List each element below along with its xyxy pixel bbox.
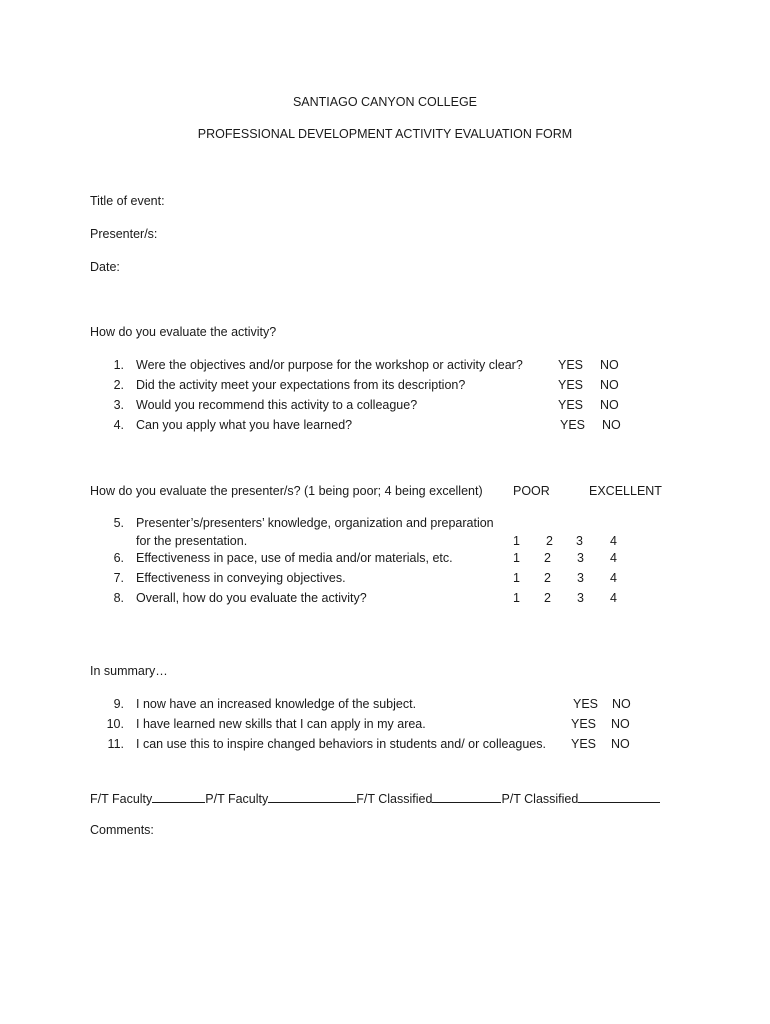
- pt-faculty-blank[interactable]: [268, 790, 356, 803]
- rating-1[interactable]: 1: [513, 591, 520, 605]
- no-option[interactable]: NO: [612, 697, 631, 711]
- item-text: Presenter’s/presenters’ knowledge, organization and preparation: [136, 516, 494, 530]
- no-option[interactable]: NO: [600, 358, 619, 372]
- presenter-label: Presenter/s:: [90, 227, 158, 241]
- activity-heading: How do you evaluate the activity?: [90, 325, 277, 339]
- item-text: Can you apply what you have learned?: [136, 418, 353, 432]
- presenter-heading: How do you evaluate the presenter/s? (1 being poor; 4 being excellent): [90, 484, 483, 498]
- item-text: Did the activity meet your expectations from its description?: [136, 378, 466, 392]
- ft-faculty-label: F/T Faculty: [90, 792, 153, 806]
- item-text-continued: for the presentation.: [136, 534, 248, 548]
- yes-option[interactable]: YES: [573, 697, 599, 711]
- ft-classified-blank[interactable]: [432, 790, 501, 803]
- item-number: 8.: [113, 591, 124, 605]
- rating-4[interactable]: 4: [610, 534, 617, 548]
- item-number: 2.: [113, 378, 124, 392]
- item-text: Effectiveness in pace, use of media and/or materials, etc.: [136, 551, 453, 565]
- item-number: 11.: [107, 737, 124, 751]
- rating-2[interactable]: 2: [544, 571, 551, 585]
- rating-4[interactable]: 4: [610, 591, 617, 605]
- item-text: Were the objectives and/or purpose for the workshop or activity clear?: [136, 358, 523, 372]
- rating-3[interactable]: 3: [577, 571, 584, 585]
- rating-3[interactable]: 3: [577, 551, 584, 565]
- item-text: Overall, how do you evaluate the activity?: [136, 591, 367, 605]
- rating-1[interactable]: 1: [513, 571, 520, 585]
- yes-option[interactable]: YES: [571, 717, 597, 731]
- date-label: Date:: [90, 260, 120, 274]
- rating-1[interactable]: 1: [513, 534, 520, 548]
- item-number: 5.: [113, 516, 124, 530]
- no-option[interactable]: NO: [611, 717, 630, 731]
- no-option[interactable]: NO: [611, 737, 630, 751]
- rating-4[interactable]: 4: [610, 571, 617, 585]
- rating-2[interactable]: 2: [544, 591, 551, 605]
- no-option[interactable]: NO: [600, 398, 619, 412]
- comments-label: Comments:: [90, 823, 154, 837]
- item-number: 6.: [113, 551, 124, 565]
- rating-2[interactable]: 2: [546, 534, 553, 548]
- no-option[interactable]: NO: [600, 378, 619, 392]
- yes-option[interactable]: YES: [558, 398, 584, 412]
- category-line: [90, 790, 660, 806]
- item-number: 7.: [113, 571, 124, 585]
- poor-label: POOR: [513, 484, 550, 498]
- excellent-label: EXCELLENT: [589, 484, 662, 498]
- rating-1[interactable]: 1: [513, 551, 520, 565]
- yes-option[interactable]: YES: [571, 737, 597, 751]
- ft-faculty-blank[interactable]: [152, 790, 205, 803]
- title-of-event-label: Title of event:: [90, 194, 165, 208]
- item-text: I can use this to inspire changed behaviors in students and/ or colleagues.: [136, 737, 546, 751]
- item-number: 3.: [113, 398, 124, 412]
- rating-3[interactable]: 3: [576, 534, 583, 548]
- yes-option[interactable]: YES: [558, 378, 584, 392]
- item-text: I have learned new skills that I can apply in my area.: [136, 717, 426, 731]
- rating-4[interactable]: 4: [610, 551, 617, 565]
- item-number: 4.: [113, 418, 124, 432]
- pt-classified-label: P/T Classified: [501, 792, 579, 806]
- item-text: Effectiveness in conveying objectives.: [136, 571, 346, 585]
- item-number: 9.: [113, 697, 124, 711]
- rating-2[interactable]: 2: [544, 551, 551, 565]
- no-option[interactable]: NO: [602, 418, 621, 432]
- college-name: SANTIAGO CANYON COLLEGE: [292, 95, 478, 109]
- item-text: Would you recommend this activity to a colleague?: [136, 398, 418, 412]
- ft-classified-label: F/T Classified: [356, 792, 433, 806]
- pt-faculty-label: P/T Faculty: [205, 792, 269, 806]
- yes-option[interactable]: YES: [560, 418, 586, 432]
- item-text: I now have an increased knowledge of the subject.: [136, 697, 417, 711]
- pt-classified-blank[interactable]: [578, 790, 660, 803]
- item-number: 1.: [113, 358, 124, 372]
- rating-3[interactable]: 3: [577, 591, 584, 605]
- yes-option[interactable]: YES: [558, 358, 584, 372]
- item-number: 10.: [106, 717, 124, 731]
- form-title: PROFESSIONAL DEVELOPMENT ACTIVITY EVALUATION FORM: [197, 127, 573, 141]
- summary-heading: In summary…: [90, 664, 168, 678]
